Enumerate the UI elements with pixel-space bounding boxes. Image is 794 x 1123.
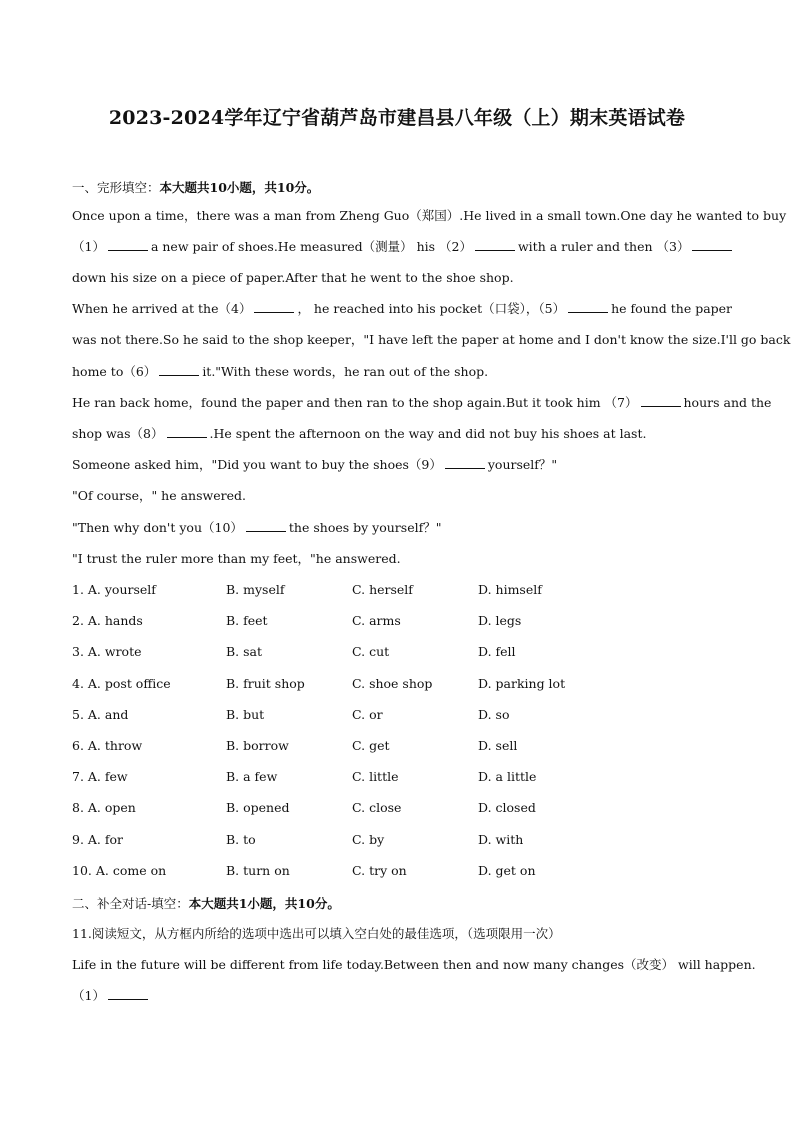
blank-1-label: （1） bbox=[72, 239, 105, 254]
blank-11-1 bbox=[108, 988, 148, 1000]
passage-text: ， he reached into his pocket（口袋），（5） bbox=[297, 301, 566, 316]
passage-line-3: down his size on a piece of paper.After that he went to the shoe shop. bbox=[72, 270, 514, 285]
blank-10 bbox=[246, 520, 286, 532]
option-c: C. by bbox=[352, 831, 385, 847]
section-2-prefix: 二、补全对话-填空： bbox=[72, 896, 189, 911]
passage-line-2 bbox=[72, 239, 732, 255]
option-a: 4. A. post office bbox=[72, 675, 171, 691]
option-a: 7. A. few bbox=[72, 769, 128, 785]
option-c: C. little bbox=[352, 769, 399, 785]
option-a: 8. A. open bbox=[72, 800, 136, 816]
option-b: B. to bbox=[226, 831, 256, 847]
question-11-passage-line-1: Life in the future will be different from life today.Between then and now many changes（改变） will happen. bbox=[72, 957, 756, 972]
option-c: C. close bbox=[352, 800, 402, 816]
blank-9 bbox=[445, 457, 485, 469]
section-2-heading bbox=[72, 894, 340, 912]
exam-title: 2023-2024学年辽宁省葫芦岛市建昌县八年级（上）期末英语试卷 bbox=[108, 107, 686, 129]
option-b: B. myself bbox=[226, 582, 285, 597]
passage-text: the shoes by yourself？" bbox=[288, 520, 442, 535]
option-d: D. a little bbox=[478, 769, 537, 785]
passage-text: with a ruler and then （3） bbox=[517, 239, 690, 254]
blank-2 bbox=[475, 239, 515, 251]
question-row bbox=[72, 676, 732, 707]
question-row bbox=[72, 707, 732, 738]
section-1-heading bbox=[72, 178, 319, 196]
option-b: B. sat bbox=[226, 644, 263, 660]
question-row bbox=[72, 582, 732, 613]
option-b: B. fruit shop bbox=[226, 675, 305, 691]
blank-3 bbox=[692, 239, 732, 251]
option-d: D. fell bbox=[478, 644, 516, 660]
option-a: 3. A. wrote bbox=[72, 644, 142, 660]
option-b: B. opened bbox=[226, 800, 290, 816]
passage-text: he found the paper bbox=[611, 301, 733, 316]
option-a: 6. A. throw bbox=[72, 737, 143, 753]
option-c: C. get bbox=[352, 737, 390, 753]
option-b: B. feet bbox=[226, 613, 268, 629]
option-d: D. so bbox=[478, 706, 510, 722]
option-b: B. borrow bbox=[226, 737, 289, 753]
option-b: B. a few bbox=[226, 769, 278, 785]
option-d: D. closed bbox=[478, 800, 536, 816]
question-11-passage-line-2 bbox=[72, 988, 732, 1004]
passage-line-8 bbox=[72, 426, 732, 442]
question-row bbox=[72, 769, 732, 800]
passage-text: .He spent the afternoon on the way and did not buy his shoes at last. bbox=[209, 426, 647, 441]
option-a: 2. A. hands bbox=[72, 613, 143, 629]
option-c: C. try on bbox=[352, 862, 407, 878]
option-c: C. or bbox=[352, 706, 383, 722]
passage-line-1: Once upon a time，there was a man from Zheng Guo（郑国）.He lived in a small town.One day he wanted to buy bbox=[72, 208, 787, 223]
passage-text: （1） bbox=[72, 988, 105, 1003]
passage-text: a new pair of shoes.He measured（测量） his （2） bbox=[150, 239, 472, 254]
option-d: D. get on bbox=[478, 862, 536, 878]
passage-line-6 bbox=[72, 364, 732, 380]
passage-text: He ran back home，found the paper and then ran to the shop again.But it took him （7） bbox=[72, 395, 638, 410]
passage-line-4 bbox=[72, 301, 732, 317]
option-a: 5. A. and bbox=[72, 706, 129, 722]
passage-text: When he arrived at the（4） bbox=[72, 301, 252, 316]
passage-line-10: "Of course，" he answered. bbox=[72, 488, 246, 503]
option-b: B. turn on bbox=[226, 862, 290, 878]
blank-6 bbox=[159, 364, 199, 376]
option-d: D. with bbox=[478, 831, 524, 847]
passage-line-12: "I trust the ruler more than my feet，"he answered. bbox=[72, 551, 401, 566]
question-row bbox=[72, 738, 732, 769]
option-a: 1. A. yourself bbox=[72, 582, 156, 597]
option-c: C. arms bbox=[352, 613, 401, 629]
option-c: C. shoe shop bbox=[352, 675, 433, 691]
option-a: 10. A. come on bbox=[72, 862, 167, 878]
section-1-info: 本大题共10小题，共10分。 bbox=[159, 180, 320, 195]
question-row bbox=[72, 832, 732, 863]
blank-4 bbox=[254, 301, 294, 313]
passage-text: hours and the bbox=[683, 395, 772, 410]
option-d: D. sell bbox=[478, 737, 518, 753]
passage-text: it."With these words，he ran out of the shop. bbox=[202, 364, 489, 379]
section-1-prefix: 一、完形填空： bbox=[72, 180, 160, 195]
question-row bbox=[72, 863, 732, 894]
answer-options bbox=[72, 582, 732, 894]
passage-line-11 bbox=[72, 520, 732, 536]
passage-line-5: was not there.So he said to the shop keeper，"I have left the paper at home and I don't know the size.I'll go back bbox=[72, 332, 791, 347]
section-2-info: 本大题共1小题，共10分。 bbox=[188, 896, 340, 911]
blank-7 bbox=[641, 395, 681, 407]
passage-text: shop was（8） bbox=[72, 426, 164, 441]
option-a: 9. A. for bbox=[72, 831, 124, 847]
option-d: D. himself bbox=[478, 582, 542, 597]
question-11-instruction: 11.阅读短文，从方框内所给的选项中选出可以填入空白处的最佳选项，（选项限用一次） bbox=[72, 926, 561, 941]
passage-line-7 bbox=[72, 395, 772, 411]
question-row bbox=[72, 644, 732, 675]
option-c: C. cut bbox=[352, 644, 390, 660]
option-c: C. herself bbox=[352, 582, 413, 597]
passage-text: yourself？" bbox=[487, 457, 558, 472]
option-b: B. but bbox=[226, 706, 265, 722]
option-d: D. parking lot bbox=[478, 675, 566, 691]
passage-line-9 bbox=[72, 457, 732, 473]
passage-text: Someone asked him，"Did you want to buy the shoes（9） bbox=[72, 457, 442, 472]
blank-5 bbox=[568, 301, 608, 313]
option-d: D. legs bbox=[478, 613, 522, 629]
passage-text: home to（6） bbox=[72, 364, 157, 379]
question-row bbox=[72, 613, 732, 644]
blank-1 bbox=[108, 239, 148, 251]
passage-text: "Then why don't you（10） bbox=[72, 520, 243, 535]
blank-8 bbox=[167, 426, 207, 438]
question-row bbox=[72, 800, 732, 831]
